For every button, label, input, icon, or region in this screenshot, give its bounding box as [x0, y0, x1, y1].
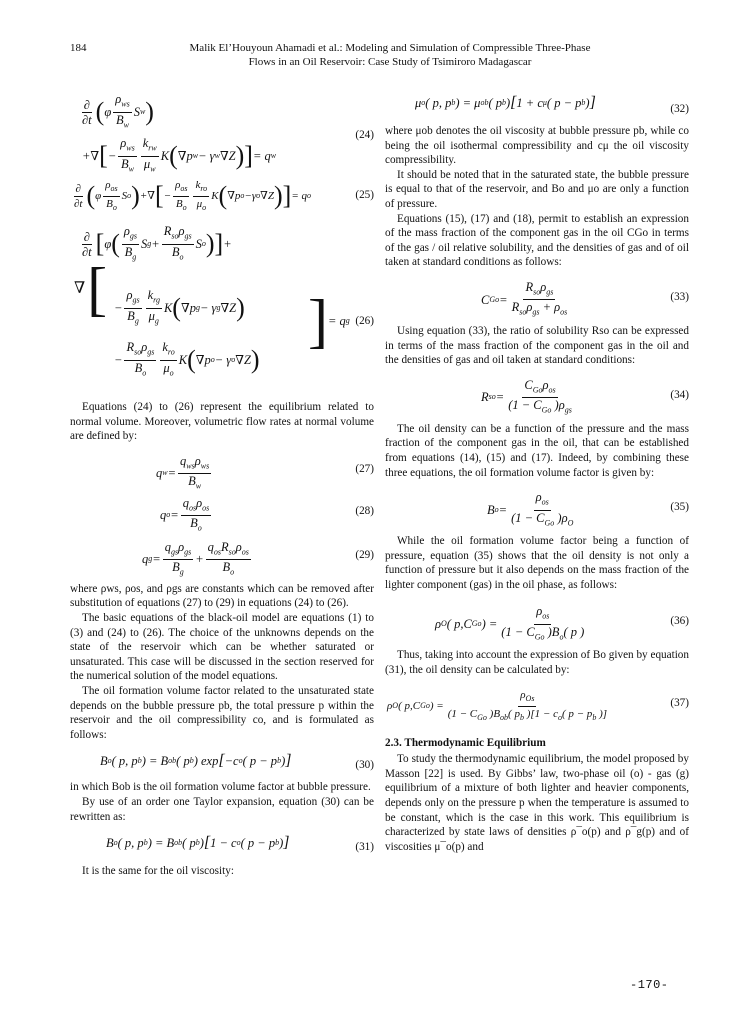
equation-29: q g = $\frac{q_{gs}\rho_{gs}}{B_g}$ + $\frac{q_{os}R_{so}\rho_{os}}{B_o}$ (29) — [142, 539, 374, 577]
equation-25-number: (25) — [355, 189, 374, 201]
equation-33: C Go = $\frac{R_{so}\rho_{gs}}{R_{so}\rho_{gs} + \rho_{os}}$ (33) — [481, 279, 689, 317]
equation-36-number: (36) — [670, 615, 689, 628]
paragraph: The basic equations of the black-oil model are equations (1) to (3) and (24) to (26). The choice of the unknowns depends on the state of the reservoir which can be whether saturated or unsaturated. This case will be discussed in the section reserved for the numerical solution of the model equations. — [70, 611, 374, 683]
running-title — [140, 41, 640, 69]
paragraph: The oil formation volume factor related to the unsaturated state depends on the bubble pressure pb, the total pressure p within the reservoir and the oil compressibility co, and is formulated as follows: — [70, 684, 374, 741]
running-title-line1: Malik El’Houyoun Ahamadi et al.: Modeling and Simulation of Compressible Three-Phase — [189, 42, 591, 54]
paragraph: It is the same for the oil viscosity: — [82, 865, 234, 878]
paragraph: The oil density can be a function of the pressure and the mass fraction of the component gas in the oil, that can be established from equations (14), (15) and (17). Indeed, by combining these three equations, the oil formation volume factor is given by: — [385, 422, 689, 479]
running-title-line2: Flows in an Oil Reservoir: Case Study of Tsimiroro Madagascar — [248, 56, 532, 68]
equation-32-number: (32) — [670, 103, 689, 115]
right-column — [385, 88, 689, 854]
equation-28-number: (28) — [355, 504, 374, 517]
equation-30: B o ( p, p b ) = B ob ( p b ) exp [ −c o ( p − p b ) ] (30) — [100, 752, 374, 772]
equation-26: $\frac{\partial}{\partial t}$ [ φ ( $\frac{\rho_{gs}}{B_g}$ S g + $\frac{R_{so}\rho_{gs}}{B_o}$ S o ) ] + ∇ [ − $\frac{\rho_{gs}}{B_g}$ $\frac{k_{rg}}{\mu_g}$ K ( ∇p g − γ g ∇Z ) − $\frac{R_{so}\rho_{gs}}{B_o}$ $\frac{k_{ro}}{\mu_o}$ K ( ∇p o − γ o ∇Z ) ] = q g (26) — [74, 224, 374, 377]
equation-26-number: (26) — [355, 315, 374, 327]
equation-37-number: (37) — [670, 696, 689, 709]
paragraph: where ρws, ρos, and ρgs are constants which can be removed after substitution of equations (27) to (29) in equations (24) to (26). — [70, 582, 374, 610]
paragraph: where μob denotes the oil viscosity at bubble pressure pb, while co being the oil isothermal compressibility and cμ the oil viscosity compressibility. — [385, 125, 689, 167]
equation-28: q o = $\frac{q_{os}\rho_{os}}{B_o}$ (28) — [160, 495, 374, 533]
page-marker: -170- — [630, 978, 669, 992]
left-column — [70, 88, 374, 879]
paragraph: By use of an order one Taylor expansion, equation (30) can be rewritten as: — [70, 795, 374, 823]
equation-24-number: (24) — [355, 129, 374, 141]
paragraph: To study the thermodynamic equilibrium, the model proposed by Masson [22] is used. By Gibbs’ law, two-phase oil (o) - gas (g) equilibrium of a mixture of both lighter and heavier components, depends only on the pressure p when the temperature is assumed to be constant, which is the case in this work. This equilibrium is characterized by state laws of densities ρ¯o(p) and ρ¯g(p) and of viscosities μ¯o(p) and — [385, 753, 689, 853]
equation-27: q w = $\frac{q_{ws}\rho_{ws}}{B_w}$ (27) — [156, 453, 374, 491]
section-heading: 2.3. Thermodynamic Equilibrium — [385, 736, 546, 749]
paragraph: Equations (24) to (26) represent the equilibrium related to normal volume. Moreover, volumetric flow rates at normal volume are defined by: — [70, 401, 374, 443]
equation-34-number: (34) — [670, 388, 689, 401]
equation-36: ρ O ( p,C Go ) = $\frac{\rho_{os}}{(1 - C_{Go} )B_o( p )}$ (36) — [435, 604, 689, 642]
equation-35: B o = $\frac{\rho_{os}}{(1 - C_{Go} )\rho_O}$ (35) — [487, 490, 689, 528]
equation-35-number: (35) — [670, 501, 689, 514]
paragraph: It should be noted that in the saturated state, the bubble pressure is equal to that of the reservoir, and Bo and μo are only a function of pressure. — [385, 168, 689, 210]
paragraph: in which Bob is the oil formation volume factor at bubble pressure. — [70, 781, 371, 794]
equation-31-number: (31) — [355, 841, 374, 854]
paragraph: Using equation (33), the ratio of solubility Rso can be expressed in terms of the mass fraction of the component gas in the oil and the densities of gas and oil taken at standard conditions: — [385, 324, 689, 367]
equation-37: ρ O ( p,C Go ) = $\frac{\rho_{Os}}{(1 - C_{Go} )B_{ob}( p_b )[1 - c_o( p - p_b )]}$ (37) — [387, 688, 689, 723]
paragraph: Equations (15), (17) and (18), permit to establish an expression of the mass fraction of the component gas in the oil CGo in terms of the gas / oil relative solubility, and the densities of gas and of oil taken at standard conditions as follows: — [385, 212, 689, 269]
equation-29-number: (29) — [355, 548, 374, 561]
equation-30-number: (30) — [355, 759, 374, 772]
equation-25: $\frac{\partial}{\partial t}$ ( φ $\frac{\rho_{os}}{B_o}$ S o ) +∇ [ − $\frac{\rho_{os}}{B_o}$ $\frac{k_{ro}}{\mu_o}$ K ( ∇p o −γ o ∇Z ) ] = q o (25) — [74, 179, 374, 213]
equation-24: $\frac{\partial}{\partial t}$ ( φ $\frac{\rho_{ws}}{B_w}$ S w ) +∇ [ − $\frac{\rho_{ws}}{B_w}$ $\frac{k_{rw}}{\mu_w}$ K ( ∇p w − γ w ∇Z ) ] = q w (24) — [82, 92, 374, 173]
equation-32: μ o ( p, p b ) = μ ob ( p b ) [ 1 + c μ ( p − p b ) ] (32) — [415, 94, 689, 115]
equation-31: B o ( p, p b ) = B ob ( p b ) [ 1 − c o ( p − p b ) ] (31) — [106, 834, 374, 854]
page-number: 184 — [70, 42, 87, 54]
equation-33-number: (33) — [670, 290, 689, 303]
equation-34: R so = $\frac{C_{Go}\rho_{os}}{(1 - C_{Go} )\rho_{gs}}$ (34) — [481, 377, 689, 415]
paragraph: Thus, taking into account the expression of Bo given by equation (31), the oil density can be calculated by: — [385, 649, 689, 677]
paragraph: While the oil formation volume factor being a function of pressure, equation (35) shows that the oil density is not only a function of pressure but it also depends on the mass fraction of the lighter component (gas) in the oil phase, as follows: — [385, 535, 689, 591]
equation-27-number: (27) — [355, 462, 374, 475]
